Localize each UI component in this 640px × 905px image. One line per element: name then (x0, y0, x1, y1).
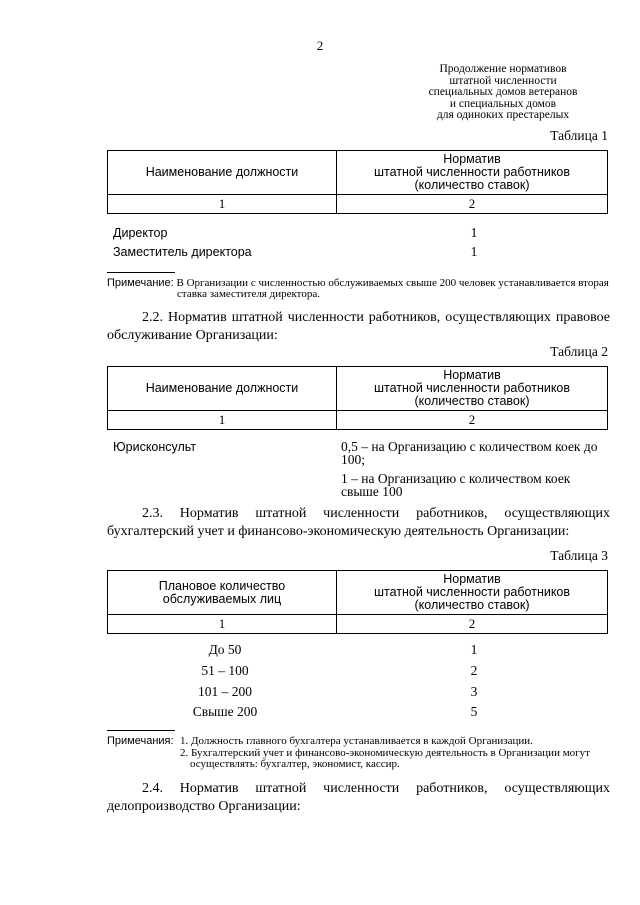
table1-header (107, 150, 608, 214)
paragraph-2-2: 2.2. Норматив штатной численности работников, осуществляющих правовое обслуживание Организации: (107, 310, 610, 343)
page-number: 2 (316, 38, 324, 53)
table2-label: Таблица 2 (550, 344, 608, 359)
note-item: 1. Должность главного бухгалтера устанавливается в каждой Организации. (180, 735, 533, 747)
notes-label: Примечания: (107, 735, 174, 747)
header-line: Норматив (443, 152, 501, 166)
continuation-line: Продолжение нормативов (439, 63, 567, 75)
table1-row-name: Директор (113, 226, 168, 240)
header-line: штатной численности работников (373, 381, 571, 395)
table3-header (107, 570, 608, 634)
table3-row-range: 101 – 200 (198, 684, 252, 699)
table3-row-range: Свыше 200 (192, 704, 258, 719)
header-line: обслуживаемых лиц (162, 591, 282, 606)
table1-row-value: 1 (470, 225, 478, 240)
table1-row-name: Заместитель директора (113, 245, 252, 259)
header-line: (количество ставок) (414, 598, 530, 612)
table3-row-value: 5 (470, 704, 478, 719)
table3-row-range: До 50 (208, 642, 242, 657)
header-line: Плановое количество (158, 578, 286, 593)
continuation-line: и специальных домов (449, 97, 557, 110)
table2-value: 1 – на Организацию с количеством коек свыше 100 (341, 471, 571, 499)
paragraph-2-3: 2.3. Норматив штатной численности работников, осуществляющих бухгалтерский учет и финансово-экономическую деятельность Организации: (107, 506, 610, 539)
table1-col2-number: 2 (337, 195, 608, 214)
table2-col1-number: 1 (108, 411, 337, 430)
table1-note (107, 278, 610, 300)
table2-col2-header (337, 367, 608, 411)
table1-label: Таблица 1 (550, 128, 608, 143)
header-line: (количество ставок) (414, 178, 530, 192)
header-line: штатной численности работников (373, 585, 571, 599)
table2-col2-number: 2 (337, 411, 608, 430)
header-line: (количество ставок) (414, 394, 530, 408)
table3-col1-number: 1 (108, 615, 337, 634)
table3-col2-header (337, 571, 608, 615)
table1-col1-number: 1 (108, 195, 337, 214)
table3-label: Таблица 3 (550, 548, 608, 563)
note-item: 2. Бухгалтерский учет и финансово-экономическую деятельность в Организации могут осуществлять: бухгалтер, экономист, кассир. (180, 747, 590, 770)
table1-row-value: 1 (470, 244, 478, 259)
table3-row-range: 51 – 100 (201, 663, 249, 678)
table1-col2-header (337, 151, 608, 195)
table1-col1-header: Наименование должности (108, 151, 337, 195)
table2-position: Юрисконсульт (113, 440, 197, 454)
table3-row-value: 1 (470, 642, 478, 657)
header-line: Норматив (443, 572, 501, 586)
continuation-header (398, 64, 608, 122)
table2-value: 0,5 – на Организацию с количеством коек до 100; (341, 439, 598, 467)
note-text: В Организации с численностью обслуживаемых свыше 200 человек устанавливается вторая ставка заместителя директора. (176, 277, 609, 300)
continuation-line: штатной численности (449, 74, 557, 87)
note-rule (107, 730, 175, 731)
note-rule (107, 272, 175, 273)
table3-row-value: 2 (470, 663, 478, 678)
table3-row-value: 3 (470, 684, 478, 699)
continuation-line: для одиноких престарелых (436, 109, 570, 121)
table2-col1-header: Наименование должности (108, 367, 337, 411)
table3-col1-header (108, 571, 337, 615)
note-label: Примечание: (107, 277, 174, 289)
paragraph-2-4: 2.4. Норматив штатной численности работников, осуществляющих делопроизводство Организации: (107, 781, 610, 814)
header-line: Норматив (443, 368, 501, 382)
table2-header (107, 366, 608, 430)
continuation-line: специальных домов ветеранов (428, 86, 578, 98)
table3-col2-number: 2 (337, 615, 608, 634)
header-line: штатной численности работников (373, 165, 571, 179)
